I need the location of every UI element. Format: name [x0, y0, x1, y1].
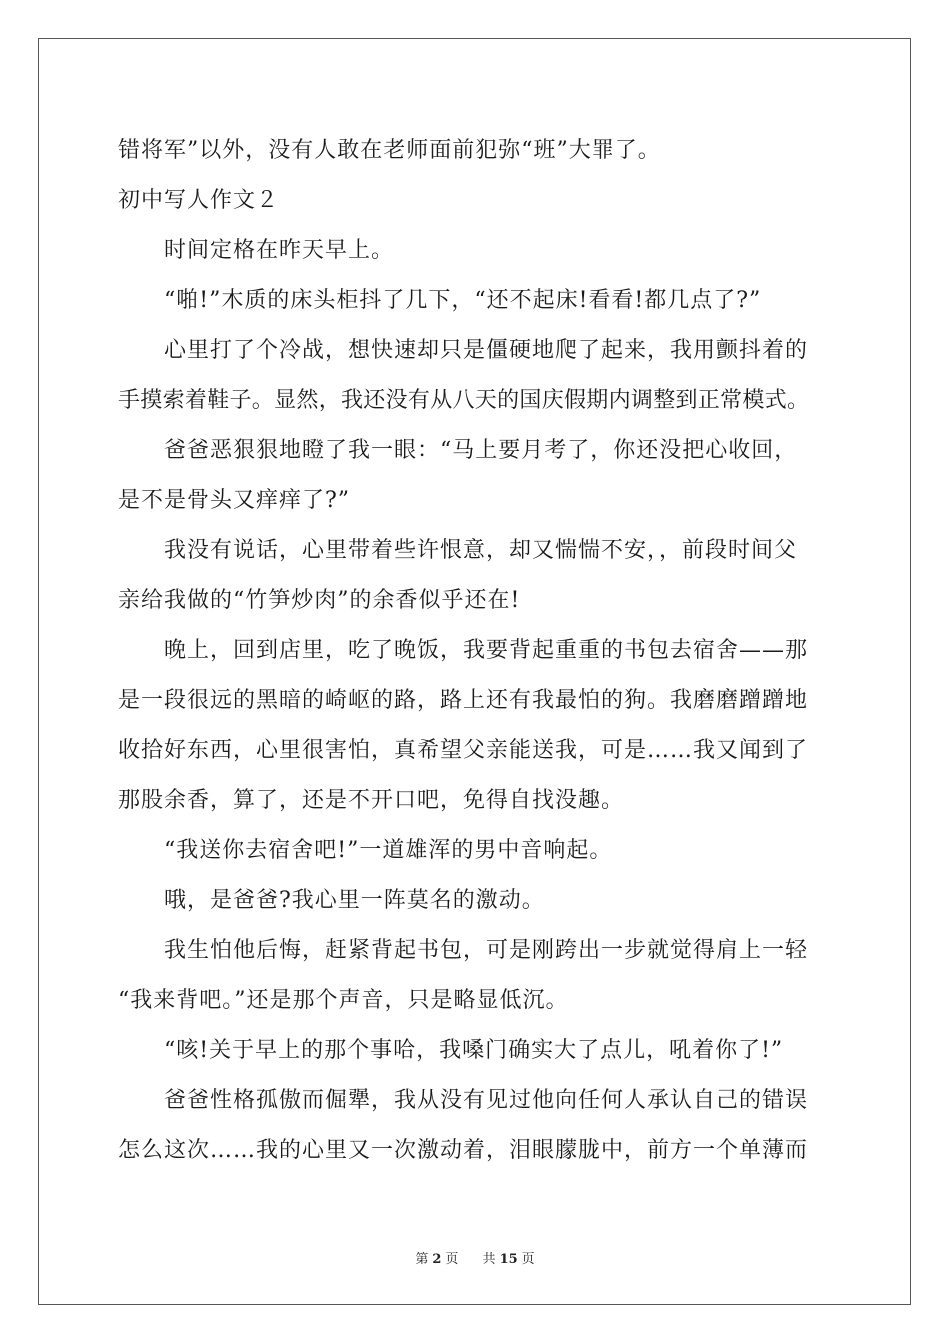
text-line: 怎么这次……我的心里又一次激动着，泪眼朦胧中，前方一个单薄而 [118, 1138, 809, 1163]
page-indicator [413, 1252, 460, 1267]
text-line: 爸爸恶狠狠地瞪了我一眼：“马上要月考了，你还没把心收回， [164, 438, 798, 463]
text-line: “咳!关于早上的那个事哈，我嗓门确实大了点儿，吼着你了!” [164, 1038, 784, 1063]
text-line: 晚上，回到店里，吃了晚饭，我要背起重重的书包去宿舍——那 [164, 638, 809, 663]
section-heading: 初中写人作文２ [118, 188, 280, 213]
text-line: 手摸索着鞋子。显然，我还没有从八天的国庆假期内调整到正常模式。 [118, 388, 810, 413]
text-line: 我生怕他后悔，赶紧背起书包，可是刚跨出一步就觉得肩上一轻 [164, 938, 809, 963]
text-line: 心里打了个冷战，想快速却只是僵硬地爬了起来，我用颤抖着的 [164, 338, 809, 363]
text-line: “啪!”木质的床头柜抖了几下，“还不起床!看看!都几点了?” [164, 288, 762, 313]
text-line: 我没有说话，心里带着些许恨意，却又惴惴不安，，前段时间父 [164, 538, 798, 563]
text-line: 收拾好东西，心里很害怕，真希望父亲能送我，可是……我又闻到了 [118, 738, 809, 763]
total-number: 15 [499, 1252, 518, 1267]
text-line: 是不是骨头又痒痒了?” [118, 488, 351, 513]
page-footer [0, 1248, 950, 1267]
total-prefix: 共 [482, 1252, 496, 1267]
page-suffix: 页 [445, 1252, 459, 1267]
page-number: 2 [432, 1252, 442, 1267]
total-pages [481, 1252, 537, 1267]
page-prefix: 第 [415, 1252, 429, 1267]
total-suffix: 页 [521, 1252, 535, 1267]
text-line: 那股余香，算了，还是不开口吧，免得自找没趣。 [118, 788, 625, 813]
text-line: 哦，是爸爸?我心里一阵莫名的激动。 [164, 888, 545, 913]
text-line: “我来背吧。”还是那个声音，只是略显低沉。 [118, 988, 569, 1013]
document-body [118, 126, 838, 1176]
text-line: 错将军”以外，没有人敢在老师面前犯弥“班”大罪了。 [118, 138, 661, 163]
text-line: 爸爸性格孤傲而倔犟，我从没有见过他向任何人承认自己的错误 [164, 1088, 809, 1113]
text-line: 亲给我做的“竹笋炒肉”的余香似乎还在! [118, 588, 521, 613]
text-line: “我送你去宿舍吧!”一道雄浑的男中音响起。 [164, 838, 613, 863]
text-line: 是一段很远的黑暗的崎岖的路，路上还有我最怕的狗。我磨磨蹭蹭地 [118, 688, 809, 713]
text-line: 时间定格在昨天早上。 [164, 238, 395, 263]
